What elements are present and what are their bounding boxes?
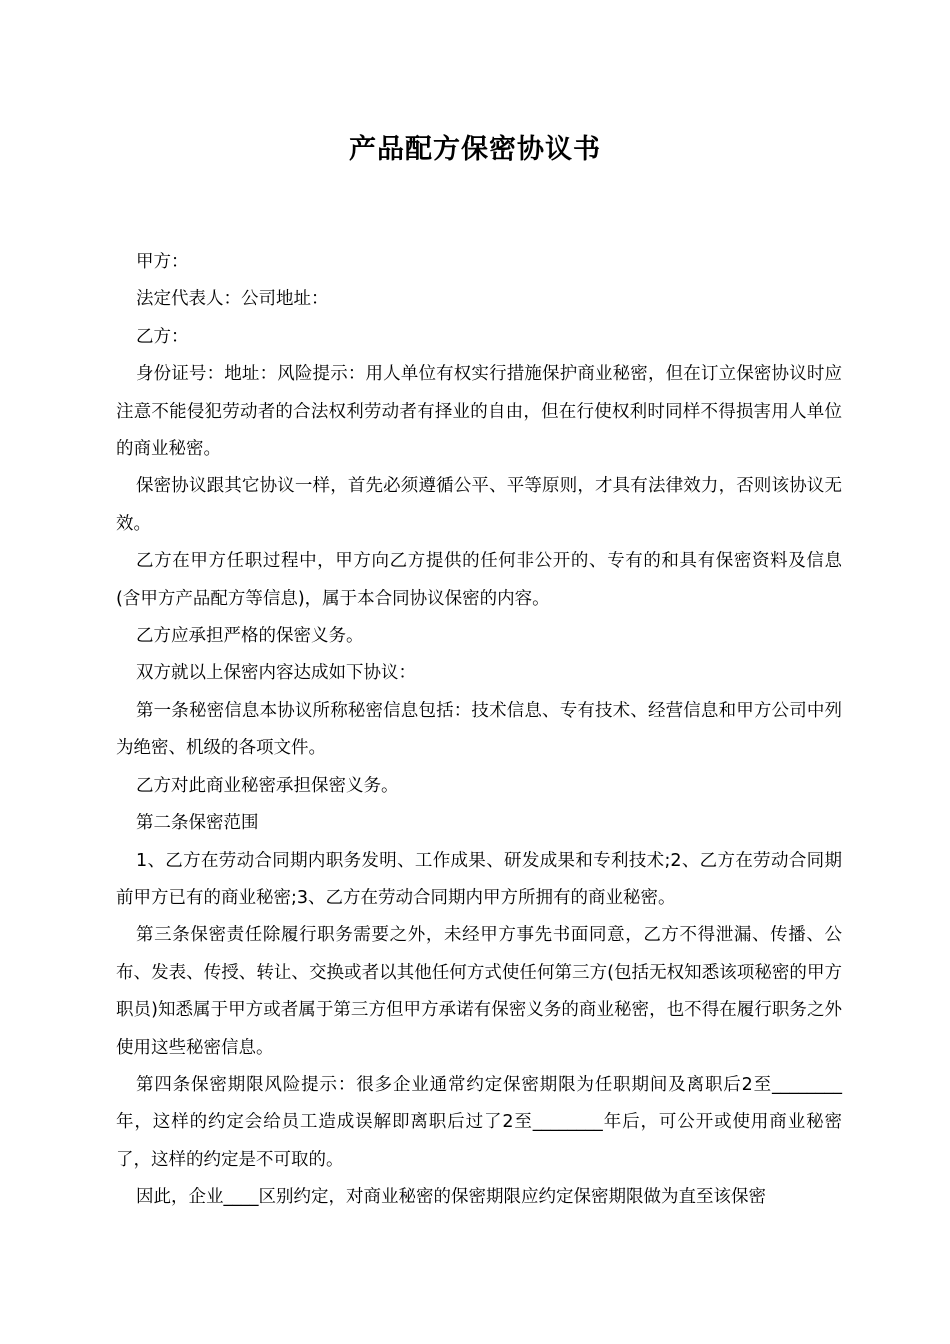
paragraph-article-4: 第四条保密期限风险提示：很多企业通常约定保密期限为任职期间及离职后2至________年，这样的约定会给员工造成误解即离职后过了2至________年后，可公开或使用商业秘密了，这样的约定是不可取的。 — [116, 1074, 842, 1170]
paragraph-obligation: 乙方应承担严格的保密义务。 — [136, 626, 364, 647]
paragraph-agreement-intro: 双方就以上保密内容达成如下协议： — [136, 663, 416, 684]
paragraph-fairness-principle: 保密协议跟其它协议一样，首先必须遵循公平、平等原则，才具有法律效力，否则该协议无效。 — [116, 476, 842, 534]
paragraph-confidential-content: 乙方在甲方任职过程中，甲方向乙方提供的任何非公开的、专有的和具有保密资料及信息(含甲方产品配方等信息)，属于本合同协议保密的内容。 — [116, 551, 842, 609]
paragraph-party-a: 甲方： — [136, 252, 189, 272]
document-body — [116, 244, 842, 1217]
paragraph-article-2-heading: 第二条保密范围 — [136, 813, 259, 834]
paragraph-id-risk-notice: 身份证号：地址：风险提示：用人单位有权实行措施保护商业秘密，但在订立保密协议时应注意不能侵犯劳动者的合法权利劳动者有择业的自由，但在行使权利时同样不得损害用人单位的商业秘密。 — [116, 364, 842, 460]
paragraph-party-b: 乙方： — [136, 326, 189, 347]
paragraph-article-1: 第一条秘密信息本协议所称秘密信息包括：技术信息、专有技术、经营信息和甲方公司中列为绝密、机级的各项文件。 — [116, 700, 842, 759]
paragraph-legal-representative: 法定代表人：公司地址： — [136, 289, 329, 310]
paragraph-therefore: 因此，企业____区别约定，对商业秘密的保密期限应约定保密期限做为直至该保密 — [136, 1187, 766, 1208]
paragraph-article-3: 第三条保密责任除履行职务需要之外，未经甲方事先书面同意，乙方不得泄漏、传播、公布、发表、传授、转让、交换或者以其他任何方式使任何第三方(包括无权知悉该项秘密的甲方职员)知悉属于甲方或者属于第三方但甲方承诺有保密义务的商业秘密，也不得在履行职务之外使用这些秘密信息。 — [116, 925, 842, 1058]
paragraph-article-2-scope: 1、乙方在劳动合同期内职务发明、工作成果、研发成果和专利技术;2、乙方在劳动合同期前甲方已有的商业秘密;3、乙方在劳动合同期内甲方所拥有的商业秘密。 — [116, 850, 842, 908]
document-title: 产品配方保密协议书 — [349, 134, 601, 165]
paragraph-trade-secret-duty: 乙方对此商业秘密承担保密义务。 — [136, 775, 399, 796]
